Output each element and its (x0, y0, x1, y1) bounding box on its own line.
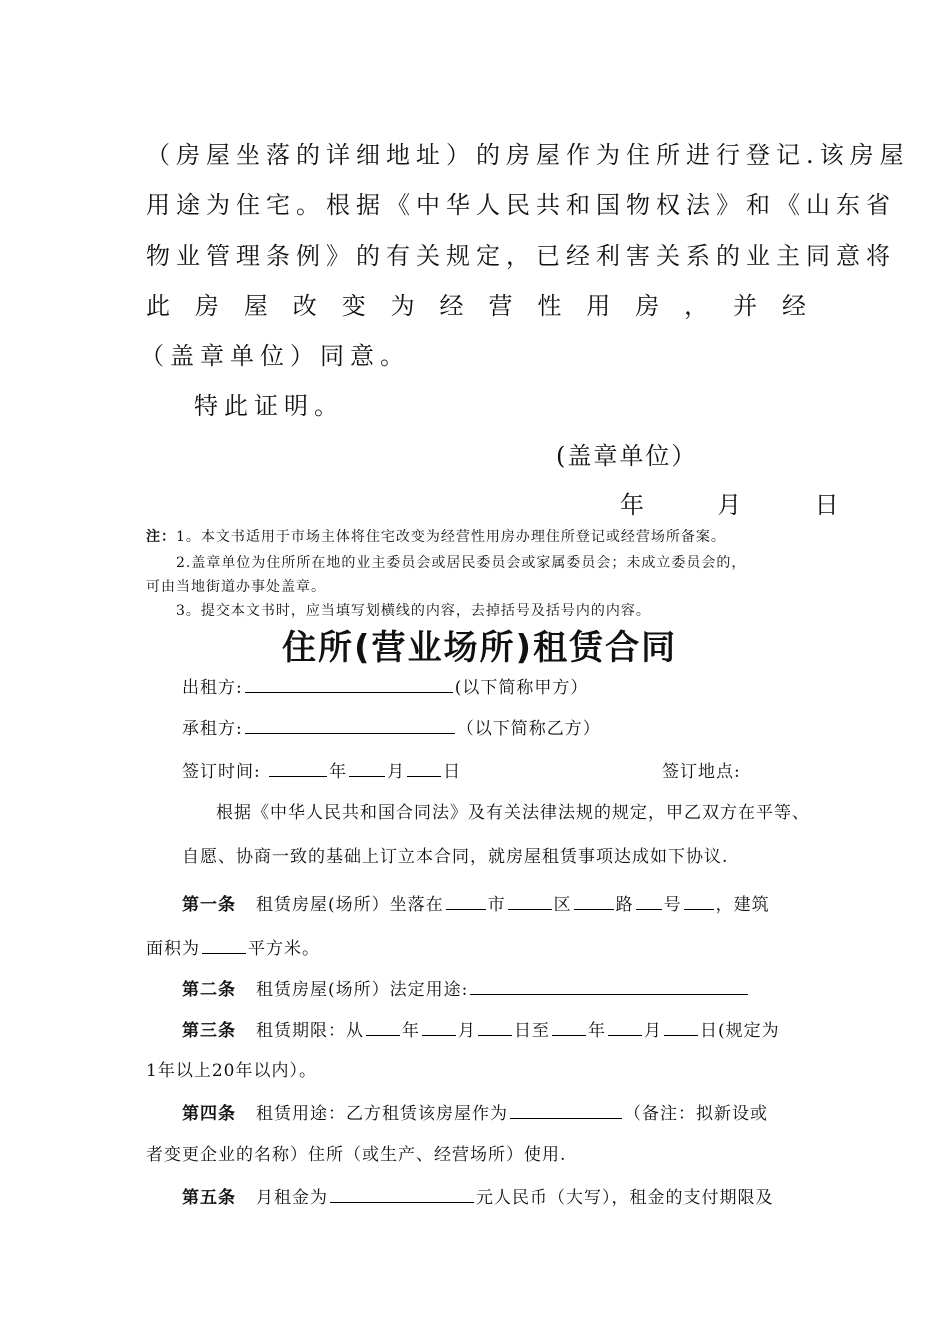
use-blank[interactable] (510, 1102, 622, 1119)
building-label: ，建筑 (715, 895, 770, 915)
article-1-cont (146, 934, 320, 959)
road-label: 路 (615, 895, 634, 915)
lessee-blank[interactable] (245, 717, 455, 734)
article-2 (182, 975, 750, 1000)
note-label: 注： (146, 529, 176, 545)
article-5-label: 第五条 (182, 1188, 236, 1208)
certificate-line-1: （房屋坐落的详细地址）的房屋作为住所进行登记.该房屋 (146, 141, 910, 169)
area-blank[interactable] (202, 937, 246, 954)
article-5 (182, 1183, 774, 1208)
article-4-cont: 者变更企业的名称）住所（或生产、经营场所）使用. (146, 1145, 567, 1165)
end-year-blank[interactable] (552, 1019, 586, 1036)
start-month-label: 月 (458, 1021, 476, 1041)
contract-title: 住所(营业场所)租赁合同 (282, 628, 678, 668)
article-5-text-2: 元人民币（大写），租金的支付期限及 (476, 1188, 774, 1208)
article-4-note: （备注：拟新设或 (624, 1104, 768, 1124)
preamble-1: 根据《中华人民共和国合同法》及有关法律法规的规定，甲乙双方在平等、 (216, 803, 810, 823)
article-1-label: 第一条 (182, 895, 236, 915)
note-2: 2.盖章单位为住所所在地的业主委员会或居民委员会或家属委员会；未成立委员会的， (176, 555, 747, 571)
end-month-blank[interactable] (608, 1019, 642, 1036)
month-label: 月 (387, 762, 406, 782)
lessee-label: 承租方: (182, 719, 243, 739)
city-label: 市 (487, 895, 506, 915)
month-blank[interactable] (349, 760, 385, 777)
road-blank[interactable] (574, 893, 614, 910)
rent-blank[interactable] (330, 1186, 474, 1203)
usage-blank[interactable] (470, 978, 748, 995)
article-3-cont: 1年以上20年以内）。 (146, 1061, 317, 1081)
date-year: 年 (620, 491, 650, 519)
char: 屋 (243, 292, 268, 320)
year-blank[interactable] (269, 760, 327, 777)
area-unit: 平方米。 (248, 939, 320, 959)
char: 改 (292, 292, 317, 320)
sign-time-line (182, 757, 461, 782)
end-month-label: 月 (644, 1021, 662, 1041)
char: 性 (537, 292, 562, 320)
article-2-text: 租赁房屋(场所）法定用途: (256, 980, 469, 1000)
lessee-line (182, 714, 601, 739)
year-label: 年 (329, 762, 348, 782)
article-4-text: 租赁用途：乙方租赁该房屋作为 (256, 1104, 508, 1124)
char: 房 (194, 292, 219, 320)
start-month-blank[interactable] (422, 1019, 456, 1036)
char: 经 (781, 292, 806, 320)
end-year-label: 年 (588, 1021, 606, 1041)
city-blank[interactable] (446, 893, 486, 910)
article-3-text: 租赁期限：从 (256, 1021, 364, 1041)
number-2-blank[interactable] (684, 893, 714, 910)
char: 为 (390, 292, 415, 320)
start-year-blank[interactable] (366, 1019, 400, 1036)
sign-time-label: 签订时间: (182, 762, 261, 782)
lessor-suffix: (以下简称甲方） (454, 678, 589, 698)
article-1 (182, 890, 770, 915)
certificate-seal: (盖章单位） (556, 442, 698, 470)
certificate-line-3: 物业管理条例》的有关规定，已经利害关系的业主同意将 (146, 242, 896, 270)
date-day: 日 (814, 491, 845, 519)
article-5-text: 月租金为 (256, 1188, 328, 1208)
date-month: 月 (717, 491, 748, 519)
certificate-line-5: （盖章单位）同意。 (140, 342, 410, 370)
start-day-label: 日至 (514, 1021, 550, 1041)
number-label: 号 (663, 895, 682, 915)
day-label: 日 (443, 762, 462, 782)
note-3: 3。提交本文书时，应当填写划横线的内容，去掉括号及括号内的内容。 (176, 603, 651, 619)
sign-place-label: 签订地点: (662, 762, 741, 782)
area-label: 面积为 (146, 939, 200, 959)
lessee-suffix: （以下简称乙方） (456, 719, 601, 739)
article-4 (182, 1099, 768, 1124)
article-3-label: 第三条 (182, 1021, 236, 1041)
end-day-label: 日(规定为 (700, 1021, 780, 1041)
number-blank[interactable] (636, 893, 662, 910)
article-3 (182, 1016, 780, 1041)
district-label: 区 (553, 895, 572, 915)
char: 并 (733, 292, 758, 320)
note-2b: 可由当地街道办事处盖章。 (146, 579, 326, 595)
district-blank[interactable] (508, 893, 552, 910)
char: ， (684, 292, 709, 320)
end-day-blank[interactable] (664, 1019, 698, 1036)
char: 变 (341, 292, 366, 320)
char: 此 (146, 292, 170, 320)
preamble-2: 自愿、协商一致的基础上订立本合同，就房屋租赁事项达成如下协议. (182, 847, 729, 867)
certificate-date (620, 485, 845, 520)
certificate-line-2: 用途为住宅。根据《中华人民共和国物权法》和《山东省 (146, 191, 896, 219)
article-1-text: 租赁房屋(场所）坐落在 (256, 895, 444, 915)
article-4-label: 第四条 (182, 1104, 236, 1124)
char: 营 (488, 292, 513, 320)
char: 房 (635, 292, 660, 320)
note-1 (146, 526, 726, 546)
char: 用 (586, 292, 611, 320)
day-blank[interactable] (407, 760, 441, 777)
start-year-label: 年 (402, 1021, 420, 1041)
start-day-blank[interactable] (478, 1019, 512, 1036)
certificate-line-4 (146, 286, 806, 321)
lessor-blank[interactable] (245, 676, 453, 693)
certificate-proof: 特此证明。 (194, 392, 344, 420)
lessor-label: 出租方: (182, 678, 243, 698)
note-1-text: 1。本文书适用于市场主体将住宅改变为经营性用房办理住所登记或经营场所备案。 (176, 529, 726, 545)
lessor-line (182, 673, 588, 698)
char: 经 (439, 292, 464, 320)
article-2-label: 第二条 (182, 980, 236, 1000)
